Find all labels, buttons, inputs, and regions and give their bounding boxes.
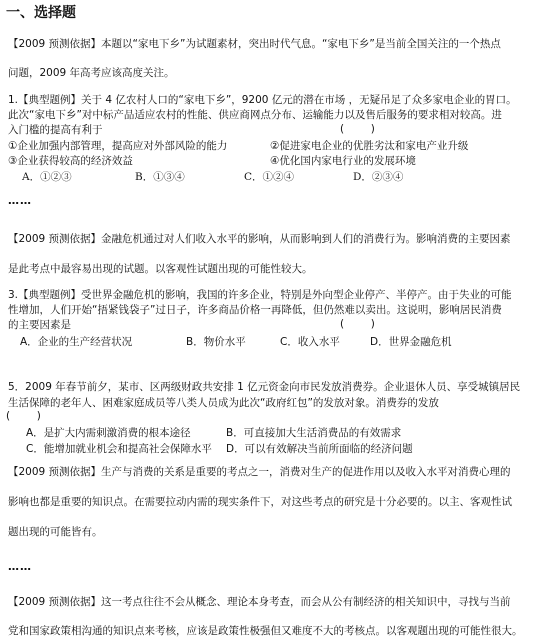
- option-b: B．物价水平: [186, 336, 246, 348]
- option-d: D．可以有效解决当前所面临的经济问题: [226, 443, 413, 455]
- option-b: B．可直接加大生活消费品的有效需求: [226, 427, 402, 439]
- prediction-basis-4-line-1: 【2009 预测依据】这一考点往往不会从概念、理论本身考查，而会从公有制经济的相关知识中，寻找与当前: [8, 596, 511, 608]
- option-a: A．是扩大内需刺激消费的根本途径: [26, 427, 191, 439]
- question-5-answer-blank: ( ): [6, 410, 41, 422]
- option-a: A．①②③: [22, 171, 72, 183]
- prediction-basis-2-line-2: 是此考点中最容易出现的试题。以客观性试题出现的可能性较大。: [8, 263, 313, 275]
- prediction-basis-1-line-2: 问题，2009 年高考应该高度关注。: [8, 67, 175, 79]
- prediction-basis-4-line-2: 党和国家政策相沟通的知识点来考核，应该是政策性极强但又难度不大的考核点。以客观题出现的可能性很大。: [8, 625, 523, 637]
- question-3-stem-line-3: 的主要因素是: [8, 319, 71, 331]
- question-3-stem-line-1: 3.【典型题例】受世界金融危机的影响，我国的许多企业，特别是外向型企业停产、半停产。由于失业的可能: [8, 289, 512, 301]
- question-3-answer-blank: ( ): [340, 318, 375, 330]
- question-1-stem-line-1: 1.【典型题例】关于 4 亿农村人口的“家电下乡”，9200 亿元的潜在市场 ，无疑吊足了众多家电企业的胃口。: [8, 94, 517, 106]
- statement-1: ①企业加强内部管理，提高应对外部风险的能力: [8, 140, 228, 152]
- option-d: D．②③④: [353, 171, 404, 183]
- option-b: B．①③④: [135, 171, 185, 183]
- prediction-basis-1-line-1: 【2009 预测依据】本题以“家电下乡”为试题素材，突出时代气息。“家电下乡”是当前全国关注的一个热点: [8, 38, 501, 50]
- question-5-stem-line-2: 生活保障的老年人、困难家庭成员等八类人员成为此次“政府红包”的发放对象。消费券的发放: [8, 397, 439, 409]
- option-d: D．世界金融危机: [370, 336, 452, 348]
- question-5-options-row-2: [8, 441, 544, 456]
- question-5-stem-line-1: 5．2009 年春节前夕，某市、区两级财政共安排 1 亿元资金向市民发放消费券。企业退休人员、享受城镇居民: [8, 381, 521, 393]
- option-c: C．收入水平: [280, 336, 340, 348]
- question-1-answer-blank: ( ): [340, 123, 375, 135]
- prediction-basis-3-line-1: 【2009 预测依据】生产与消费的关系是重要的考点之一，消费对生产的促进作用以及收入水平对消费心理的: [8, 466, 511, 478]
- question-1-stem-line-2: 此次“家电下乡”对中标产品适应农村的性能、供应商网点分布、运输能力以及售后服务的要求相对较高。进: [8, 109, 502, 121]
- option-c: C．能增加就业机会和提高社会保障水平: [26, 443, 212, 455]
- prediction-basis-2-line-1: 【2009 预测依据】金融危机通过对人们收入水平的影响，从而影响到人们的消费行为。影响消费的主要因素: [8, 233, 511, 245]
- prediction-basis-3-line-3: 题出现的可能皆有。: [8, 526, 103, 538]
- question-1-statements-row-1: [8, 138, 544, 153]
- prediction-basis-3-line-2: 影响也都是重要的知识点。在需要拉动内需的现实条件下，对这些考点的研究是十分必要的。以主、客观性试: [8, 496, 512, 508]
- question-1-statements-row-2: [8, 153, 544, 168]
- question-5-options-row-1: [8, 425, 544, 440]
- ellipsis-separator-1: ……: [8, 194, 32, 207]
- statement-2: ②促进家电企业的优胜劣汰和家电产业升级: [270, 140, 469, 152]
- section-heading: 一、选择题: [6, 5, 76, 21]
- question-1-stem-line-3: 入门槛的提高有利于: [8, 124, 103, 136]
- question-3-stem-line-2: 性增加，人们开始“捂紧钱袋子”过日子，许多商品价格一再降低，但仍然难以卖出。这说明，影响居民消费: [8, 304, 502, 316]
- ellipsis-separator-2: ……: [8, 560, 32, 573]
- option-a: A．企业的生产经营状况: [20, 336, 133, 348]
- question-1-options: [8, 169, 544, 184]
- option-c: C．①②④: [244, 171, 295, 183]
- statement-4: ④优化国内家电行业的发展环境: [270, 155, 416, 167]
- question-3-options: [8, 334, 544, 349]
- statement-3: ③企业获得较高的经济效益: [8, 155, 133, 167]
